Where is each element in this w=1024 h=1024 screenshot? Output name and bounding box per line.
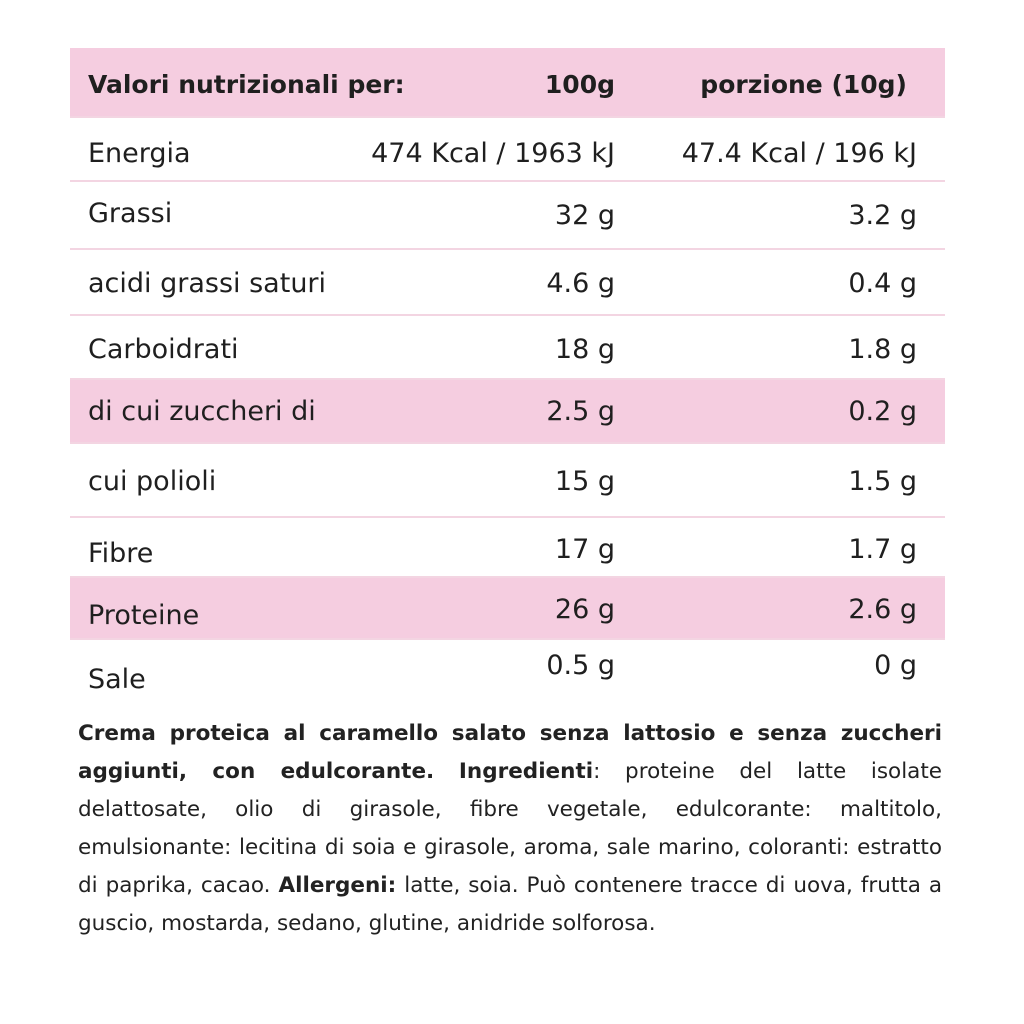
row-label: Grassi [88, 198, 173, 229]
row-value-portion: 1.7 g [848, 534, 917, 565]
table-row-sale [70, 640, 945, 710]
row-value-portion: 47.4 Kcal / 196 kJ [681, 138, 917, 169]
row-value-100g: 2.5 g [546, 396, 615, 427]
allergens-text: latte, soia. Può contenere tracce di uova, frutta a guscio, mostarda, sedano, glutine, anidride solforosa. [78, 873, 942, 936]
row-value-portion: 0.4 g [848, 268, 917, 299]
row-value-portion: 3.2 g [848, 200, 917, 231]
ingredients-paragraph [78, 715, 942, 943]
table-row-proteine [70, 578, 945, 640]
row-label: di cui zuccheri di [88, 396, 316, 427]
row-label: Sale [88, 664, 146, 695]
header-portion: porzione (10g) [700, 70, 907, 99]
row-value-100g: 32 g [554, 200, 615, 231]
nutrition-table [70, 48, 945, 710]
row-value-portion: 0.2 g [848, 396, 917, 427]
row-value-100g: 474 Kcal / 1963 kJ [371, 138, 615, 169]
row-label: Carboidrati [88, 334, 239, 365]
product-title: Crema proteica al caramello salato senza lattosio e senza zuccheri aggiunti, con edulcorante. [78, 721, 942, 784]
header-100g: 100g [544, 70, 615, 99]
row-value-100g: 18 g [554, 334, 615, 365]
row-label: acidi grassi saturi [88, 268, 327, 299]
table-row-energia [70, 118, 945, 182]
row-value-100g: 4.6 g [546, 268, 615, 299]
row-value-portion: 0 g [874, 650, 917, 681]
allergens-label: Allergeni: [278, 873, 397, 898]
row-label: Fibre [88, 538, 154, 569]
table-header [70, 48, 945, 118]
table-row-fibre [70, 518, 945, 578]
ingredients-text: : proteine del latte isolate delattosate, olio di girasole, fibre vegetale, edulcorante: maltitolo, emulsionante: lecitina di soia e girasole, aroma, sale marino, coloranti: estratto di paprika, cacao. [78, 759, 943, 898]
row-value-portion: 1.5 g [848, 466, 917, 497]
header-label: Valori nutrizionali per: [88, 70, 405, 99]
table-row-zuccheri [70, 380, 945, 444]
table-row-saturi [70, 250, 945, 316]
table-row-carboidrati [70, 316, 945, 380]
row-value-portion: 1.8 g [848, 334, 917, 365]
ingredients-block [78, 715, 942, 943]
row-value-100g: 15 g [554, 466, 615, 497]
row-value-100g: 26 g [554, 594, 615, 625]
row-value-100g: 17 g [554, 534, 615, 565]
row-label: Energia [88, 138, 191, 169]
row-label: cui polioli [88, 466, 217, 497]
row-value-100g: 0.5 g [546, 650, 615, 681]
table-row-grassi [70, 182, 945, 250]
table-row-polioli [70, 444, 945, 518]
ingredients-label: Ingredienti [458, 759, 594, 784]
row-label: Proteine [88, 600, 200, 631]
row-value-portion: 2.6 g [848, 594, 917, 625]
